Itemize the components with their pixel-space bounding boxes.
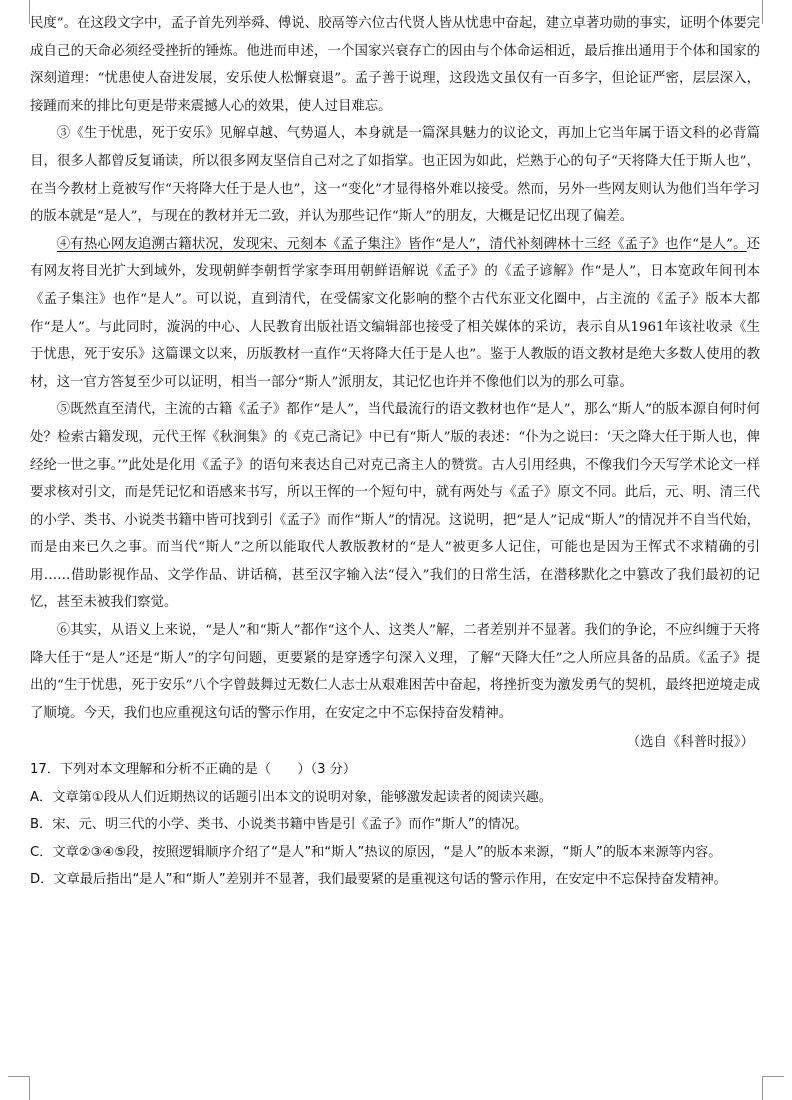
question-17 (30, 756, 760, 893)
option-c: C．文章②③④⑤段，按照逻辑顺序介绍了“是人”和“斯人”热议的原因，“是人”的版本来源，“斯人”的版本来源等内容。 (30, 844, 722, 860)
paragraph-6: ⑥其实，从语义上来说，“是人”和“斯人”都作“这个人、这类人”解，二者差别并不显著。我们的争论，不应纠缠于天将降大任于“是人”还是“斯人”的字句问题，更要紧的是穿透字句深入义理，了解“天降大任”之人所应具备的品质。《孟子》提出的“生于忧患，死于安乐”八个字曾鼓舞过无数仁人志士从艰难困苦中奋起，将挫折变为激发勇气的契机，最终把逆境走成了顺境。今天，我们也应重视这句话的警示作用，在安定之中不忘保持奋发精神。 (30, 623, 760, 721)
crop-mark-bottom-right-vertical (762, 1076, 763, 1100)
option-b: B．宋、元、明三代的小学、类书、小说类书籍中皆是引《孟子》而作“斯人”的情况。 (30, 817, 528, 833)
option-a: A．文章第①段从人们近期热议的话题引出本文的说明对象，能够激发起读者的阅读兴趣。 (30, 789, 552, 805)
crop-mark-bottom-left-horizontal (8, 1076, 30, 1077)
paragraph-4-underlined-sentence: ④有热心网友追溯古籍状况，发现宋、元刻本《孟子集注》皆作“是人”，清代补刻碑林十三经《孟子》也作“是人”。 (56, 236, 747, 252)
crop-mark-bottom-left-vertical (29, 1076, 30, 1100)
crop-mark-bottom-right-horizontal (762, 1076, 784, 1077)
paragraph-3: ③《生于忧患，死于安乐》见解卓越、气势逼人，本身就是一篇深具魅力的议论文，再加上它当年属于语文科的必背篇目，很多人都曾反复诵读，所以很多网友坚信自己对之了如指掌。也正因为如此，烂熟于心的句子“天将降大任于斯人也”，在当今教材上竟被写作“天将降大任于是人也”，这一“变化”才显得格外难以接受。然而，另外一些网友则认为他们当年学习的版本就是“是人”，与现在的教材并无二致，并认为那些记作“斯人”的朋友，大概是记忆出现了偏差。 (30, 126, 760, 225)
crop-mark-top-right-vertical (762, 0, 763, 24)
question-stem: 17．下列对本文理解和分析不正确的是（ ）（3 分） (30, 762, 357, 778)
paragraph-4 (30, 231, 760, 397)
paragraph-2-continued: 民度”。在这段文字中，孟子首先列举舜、傅说、胶鬲等六位古代贤人皆从忧患中奋起，建立卓著功勋的事实，证明个体要完成自己的天命必须经受挫折的锤炼。他进而申述，一个国家兴衰存亡的因由与个体命运相近，最后推出通用于个体和国家的深刻道理：“忧患使人奋进发展，安乐使人松懈衰退”。孟子善于说理，这段选文虽仅有一百多字，但论证严密，层层深入，接踵而来的排比句更是带来震撼人心的效果，使人过目难忘。 (30, 16, 760, 114)
paragraph-4-rest: 还有网友将目光扩大到域外，发现朝鲜李朝哲学家李珥用朝鲜语解说《孟子》的《孟子谚解》作“是人”，日本宽政年间刊本《孟子集注》也作“是人”。可以说，直到清代，在受儒家文化影响的整个古代东亚文化圈中，占主流的《孟子》版本大都作“是人”。与此同时，漩涡的中心、人民教育出版社语文编辑部也接受了相关媒体的采访，表示自从1961年该社收录《生于忧患，死于安乐》这篇课文以来，历版教材一直作“天将降大任于是人也”。鉴于人教版的语文教材是绝大多数人使用的教材，这一官方答复至少可以证明，相当一部分“斯人”派朋友，其记忆也许并不像他们以为的那么可靠。 (30, 236, 760, 390)
article-source: （选自《科普时报》） (626, 735, 754, 751)
paragraph-5: ⑤既然直至清代，主流的古籍《孟子》都作“是人”，当代最流行的语文教材也作“是人”，那么“斯人”的版本源自何时何处？检索古籍发现，元代王恽《秋涧集》的《克己斋记》中已有“斯人”版的表述：“仆为之说曰：‘天之降大任于斯人也，俾经纶一世之事。’”此处是化用《孟子》的语句来表达自己对克己斋主人的赞赏。古人引用经典，不像我们今天写学术论文一样要求核对引文，而是凭记忆和语感来书写，所以王恽的一个短句中，就有两处与《孟子》原文不同。此后，元、明、清三代的小学、类书、小说类书籍中皆可找到引《孟子》而作“斯人”的情况。这说明，把“是人”记成“斯人”的情况并不自当代始，而是由来已久之事。而当代“斯人”之所以能取代人教版教材的“是人”被更多人记住，可能也是因为王恽式不求精确的引用……借助影视作品、文学作品、讲话稿，甚至汉字输入法“侵入”我们的日常生活，在潜移默化之中篡改了我们最初的记忆，甚至未被我们察觉。 (30, 402, 760, 611)
option-d: D．文章最后指出“是人”和“斯人”差别并不显著，我们最要紧的是重视这句话的警示作用，在安定中不忘保持奋发精神。 (30, 872, 727, 888)
exam-page (30, 10, 760, 893)
